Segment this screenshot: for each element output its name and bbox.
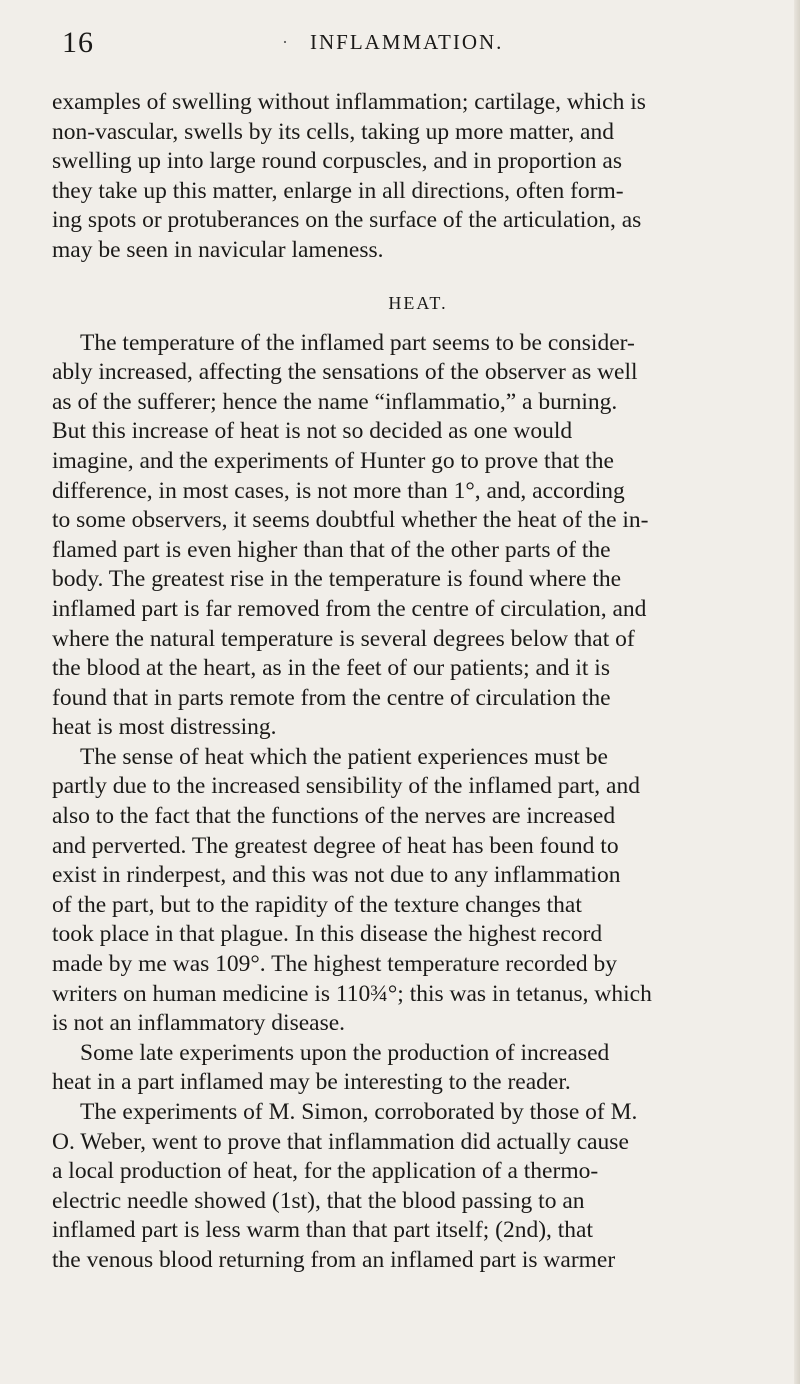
text-line: O. Weber, went to prove that inflammation did actually cause — [52, 1128, 629, 1155]
text-line: body. The greatest rise in the temperature is found where the — [52, 566, 622, 593]
running-head: INFLAMMATION. — [310, 30, 504, 54]
text-line: flamed part is even higher than that of the other parts of the — [52, 536, 611, 563]
section-heading-heat: HEAT. — [388, 292, 448, 313]
text-line: electric needle showed (1st), that the blood passing to an — [52, 1187, 585, 1214]
text-line: swelling up into large round corpuscles, and in proportion as — [52, 148, 622, 175]
text-line: difference, in most cases, is not more than 1°, and, according — [52, 477, 625, 504]
text-line: may be seen in navicular lameness. — [52, 236, 384, 263]
text-line: to some observers, it seems doubtful whether the heat of the in- — [52, 507, 649, 534]
text-line: The temperature of the inflamed part seems to be consider- — [80, 329, 635, 356]
text-line: imagine, and the experiments of Hunter go to prove that the — [52, 447, 614, 474]
paragraph-swelling — [52, 88, 784, 266]
text-line: examples of swelling without inflammation; cartilage, which is — [52, 89, 646, 115]
text-line: the blood at the heart, as in the feet of our patients; and it is — [52, 655, 610, 682]
header-dot-mark: · — [282, 32, 288, 52]
text-line: also to the fact that the functions of the nerves are increased — [52, 803, 616, 830]
paragraph-experiments — [52, 1039, 784, 1276]
text-line: of the part, but to the rapidity of the texture changes that — [52, 891, 582, 918]
text-line: where the natural temperature is several degrees below that of — [52, 625, 635, 652]
text-line: as of the sufferer; hence the name “inflammatio,” a burning. — [52, 388, 618, 415]
text-line: inflamed part is far removed from the centre of circulation, and — [52, 595, 647, 622]
text-line: heat is most distressing. — [52, 714, 277, 741]
text-line: The sense of heat which the patient experiences must be — [80, 743, 608, 770]
text-line: partly due to the increased sensibility of the inflamed part, and — [52, 773, 640, 800]
text-line: the venous blood returning from an inflamed part is warmer — [52, 1246, 616, 1273]
text-line: writers on human medicine is 110¾°; this was in tetanus, which — [52, 980, 652, 1007]
text-line: is not an inflammatory disease. — [52, 1010, 346, 1037]
paragraph-temperature — [52, 329, 784, 743]
text-line: found that in parts remote from the centre of circulation the — [52, 684, 611, 711]
page-header — [52, 26, 784, 66]
text-line: and perverted. The greatest degree of heat has been found to — [52, 832, 619, 859]
page-number: 16 — [62, 26, 94, 59]
text-line: took place in that plague. In this disease the highest record — [52, 921, 603, 948]
page-edge-shadow — [794, 0, 800, 1384]
text-line: a local production of heat, for the application of a thermo- — [52, 1158, 599, 1185]
text-line: non-vascular, swells by its cells, taking up more matter, and — [52, 118, 614, 145]
text-line: ing spots or protuberances on the surface of the articulation, as — [52, 207, 642, 234]
text-line: inflamed part is less warm than that part itself; (2nd), that — [52, 1217, 594, 1244]
text-line: But this increase of heat is not so decided as one would — [52, 418, 573, 445]
paragraph-sense-of-heat — [52, 743, 784, 1039]
text-line: they take up this matter, enlarge in all directions, often form- — [52, 177, 624, 204]
text-line: The experiments of M. Simon, corroborated by those of M. — [80, 1099, 638, 1125]
text-line: heat in a part inflamed may be interesting to the reader. — [52, 1069, 571, 1096]
text-line: ably increased, affecting the sensations of the observer as well — [52, 359, 638, 386]
text-line: Some late experiments upon the production of increased — [80, 1039, 610, 1066]
text-line: exist in rinderpest, and this was not due to any inflammation — [52, 862, 621, 889]
text-line: made by me was 109°. The highest temperature recorded by — [52, 951, 617, 978]
book-page — [52, 26, 784, 1276]
